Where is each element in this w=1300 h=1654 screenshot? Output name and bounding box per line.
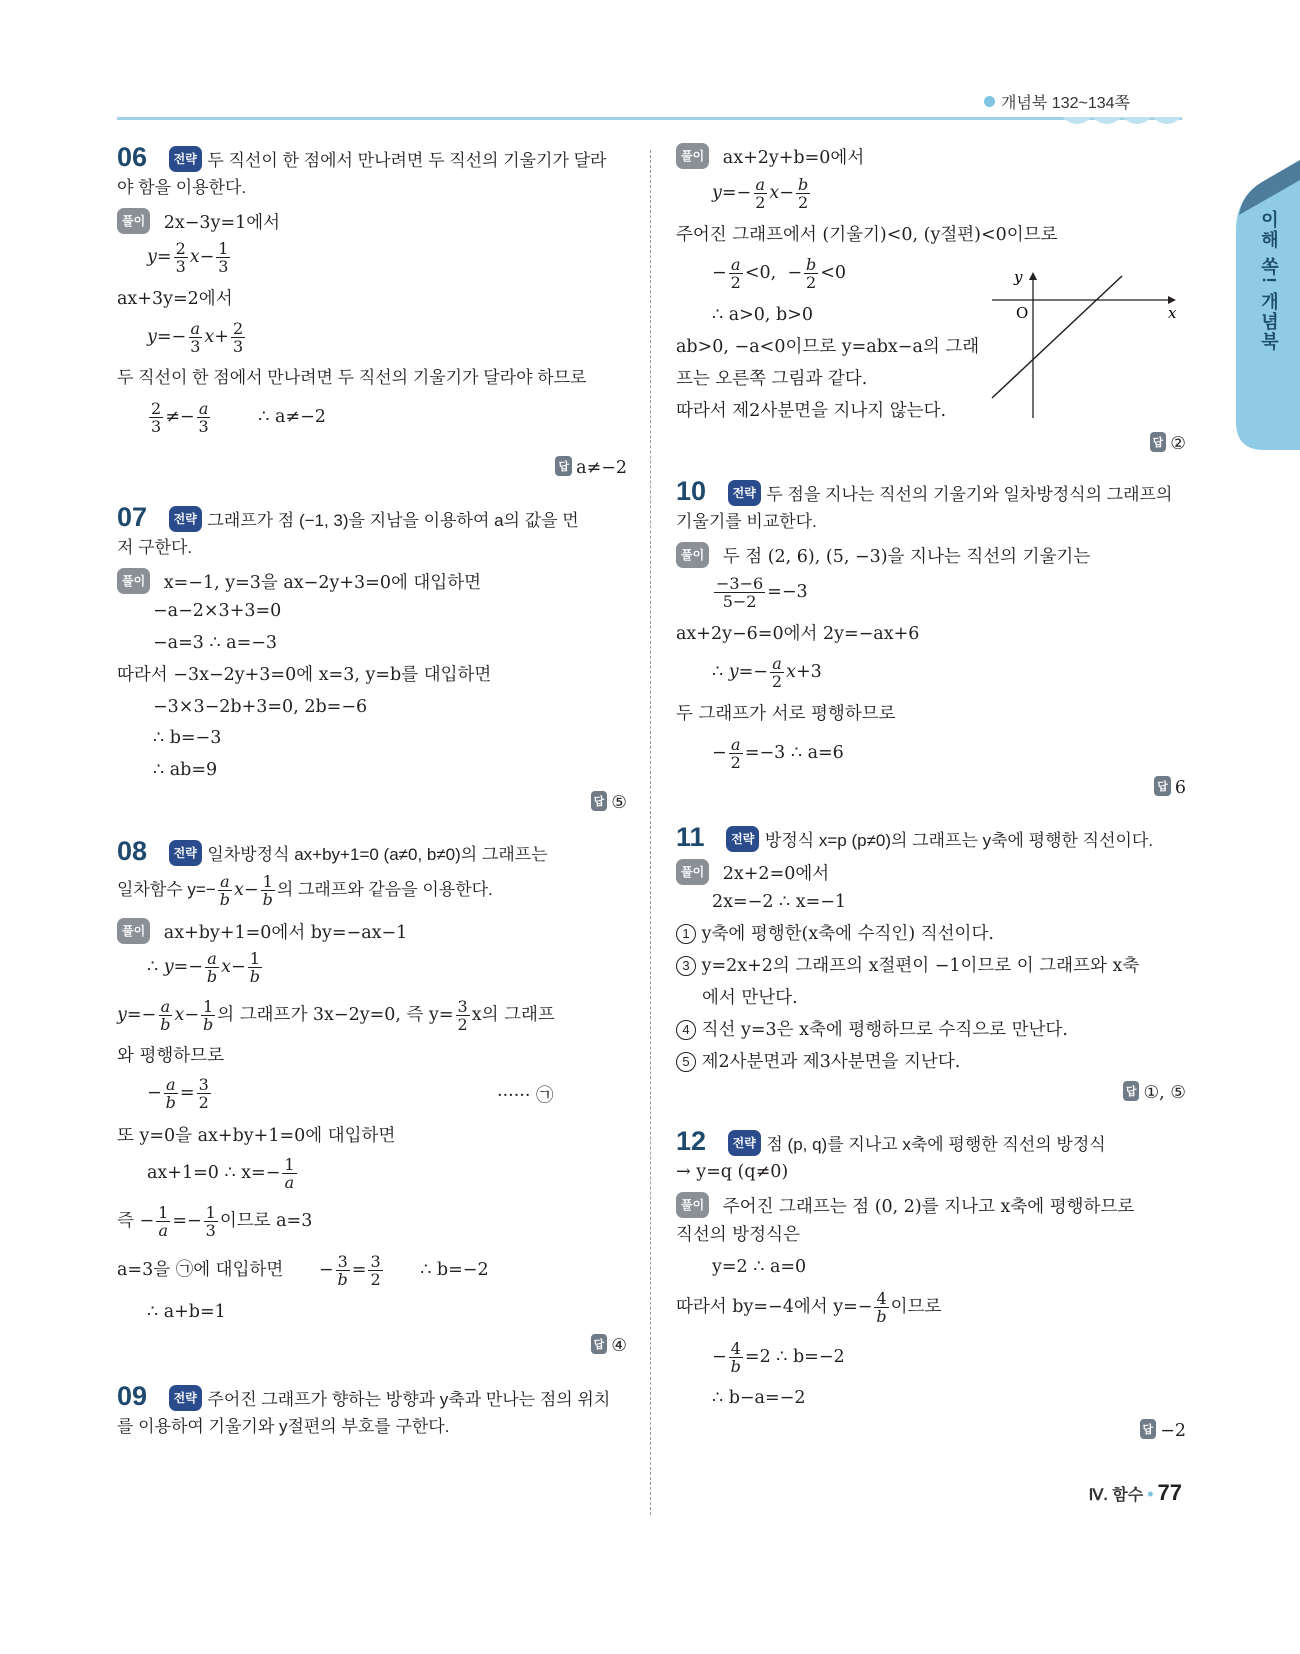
solution-badge: 풀이 [676,1192,709,1218]
solution-badge: 풀이 [117,918,150,944]
strategy-badge: 전략 [728,1130,761,1156]
solution-line: −3×3−2b+3=0, 2b=−6 [153,697,368,717]
answer [1150,432,1186,454]
header-rule [117,117,1182,120]
strategy-text: 일차방정식 ax+by+1=0 (a≠0, b≠0)의 그래프는 [207,845,548,864]
option-3-cont: 에서 만난다. [702,988,798,1008]
solution-math: y=− $\frac{a}{3}$ x+ $\frac{2}{3}$ [147,319,244,356]
solution-line: ab>0, −a<0이므로 y=abx−a의 그래 [676,337,980,357]
solution-line: ∴ a+b=1 [147,1302,226,1322]
strategy-badge: 전략 [169,840,202,866]
line-graph [990,268,1180,423]
problem-number: 10 [676,476,707,506]
solution-math: $\frac{2}{3}$ ≠− $\frac{a}{3}$ ∴ a≠−2 [151,399,326,436]
footer-dot-icon: • [1147,1484,1154,1504]
solution-line: ax+3y=2에서 [117,289,233,309]
strategy-badge: 전략 [726,826,759,852]
solution-line: 따라서 −3x−2y+3=0에 x=3, y=b를 대입하면 [117,665,492,685]
solution-badge: 풀이 [676,542,709,568]
header-wave-decoration [1062,117,1182,131]
solution-line: 또 y=0을 ax+by+1=0에 대입하면 [117,1126,396,1146]
solution-math: − $\frac{a}{2}$ =−3 ∴ a=6 [712,735,844,772]
strategy-text-cont: → y=q (q≠0) [676,1162,789,1182]
page-footer [1089,1480,1182,1506]
solution-math: − $\frac{4}{b}$ =2 ∴ b=−2 [712,1339,845,1376]
answer-value: −2 [1160,1421,1186,1441]
answer-badge: 답 [591,791,608,811]
solution-line: −a−2×3+3=0 [153,601,282,621]
solution-line: ax+by+1=0에서 by=−ax−1 [163,923,408,943]
chapter-label: Ⅳ. 함수 [1088,1487,1144,1504]
answer [591,791,627,813]
solution-math: 따라서 by=−4에서 y=− $\frac{4}{b}$ 이므로 [676,1289,942,1326]
side-tab-label: 이해 쏙! 개념북 [1259,210,1279,352]
solution-line: 와 평행하므로 [117,1046,224,1066]
answer-value: ①, ⑤ [1143,1083,1186,1103]
solution-line: 두 점 (2, 6), (5, −3)을 지나는 직선의 기울기는 [722,547,1091,567]
answer [555,456,627,478]
strategy-badge: 전략 [169,506,202,532]
answer-value: a≠−2 [576,458,627,478]
solution-line: 주어진 그래프는 점 (0, 2)를 지나고 x축에 평행하므로 [722,1197,1135,1217]
solution-math: − $\frac{a}{2}$ <0, − $\frac{b}{2}$ <0 [712,255,847,292]
equation-marker: ······ ㉠ [497,1086,554,1106]
solution-line: ∴ b−a=−2 [712,1388,806,1408]
solution-math: ∴ y=− $\frac{a}{2}$ x+3 [712,654,822,691]
solution-line: 따라서 제2사분면을 지나지 않는다. [676,401,947,421]
answer [1154,776,1186,798]
solution-math: 즉 − $\frac{1}{a}$ =− $\frac{1}{3}$ 이므로 a=3 [117,1203,313,1240]
problem-number: 12 [676,1126,707,1156]
strategy-text: 방정식 x=p (p≠0)의 그래프는 y축에 평행한 직선이다. [764,831,1154,850]
page-number: 77 [1157,1480,1182,1505]
strategy-text: 주어진 그래프가 향하는 방향과 y축과 만나는 점의 위치 [207,1390,611,1409]
y-axis-arrow-icon [1029,272,1037,280]
problem-number: 06 [117,142,148,172]
answer-badge: 답 [1140,1419,1157,1439]
solution-line: 두 그래프가 서로 평행하므로 [676,704,896,724]
solution-line: ∴ a>0, b>0 [712,305,814,325]
page-reference-text: 개념북 132~134쪽 [1000,95,1130,112]
strategy-badge: 전략 [169,1385,202,1411]
solution-line: ax+2y+b=0에서 [722,148,865,168]
strategy-text-cont: 일차함수 y=− $\frac{a}{b}$ x− $\frac{1}{b}$ 의 그래프와 같음을 이용한다. [117,872,493,909]
strategy-text: 점 (p, q)를 지나고 x축에 평행한 직선의 방정식 [766,1135,1106,1154]
strategy-text-cont: 를 이용하여 기울기와 y절편의 부호를 구한다. [117,1417,450,1436]
option-5: 5 제2사분면과 제3사분면을 지난다. [676,1051,960,1073]
solution-line: 직선의 방정식은 [676,1225,800,1245]
strategy-badge: 전략 [728,480,761,506]
answer-value: ④ [611,1336,627,1356]
strategy-text-cont: 기울기를 비교한다. [676,512,817,531]
problem-number: 11 [676,822,705,852]
solution-math: y=− $\frac{a}{b}$ x− $\frac{1}{b}$ 의 그래프가 3x−2y=0, 즉 y= $\frac{3}{2}$ x의 그래프 [117,997,555,1034]
strategy-badge: 전략 [169,146,202,172]
answer-badge: 답 [591,1334,608,1354]
answer-badge: 답 [1154,776,1171,796]
graph-line [992,276,1122,398]
solution-math: $\frac{-3-6}{5-2}$ =−3 [716,574,808,611]
solution-line: 주어진 그래프에서 (기울기)<0, (y절편)<0이므로 [676,225,1058,245]
option-1: 1 y축에 평행한(x축에 수직인) 직선이다. [676,923,994,945]
strategy-text-cont: 저 구한다. [117,538,193,557]
solution-math: y=− $\frac{a}{2}$ x− $\frac{b}{2}$ [712,175,809,212]
problem-number: 08 [117,836,148,866]
solution-line: x=−1, y=3을 ax−2y+3=0에 대입하면 [163,573,482,593]
solution-line: y=2 ∴ a=0 [712,1257,807,1277]
strategy-text-cont: 야 함을 이용한다. [117,178,247,197]
answer [591,1334,627,1356]
strategy-text: 그래프가 점 (−1, 3)을 지남을 이용하여 a의 값을 먼 [207,511,579,530]
option-4: 4 직선 y=3은 x축에 평행하므로 수직으로 만난다. [676,1019,1068,1041]
solution-line: ∴ ab=9 [153,760,218,780]
solution-line: ∴ b=−3 [153,728,222,748]
solution-math: − $\frac{a}{b}$ = $\frac{3}{2}$ [147,1075,209,1112]
answer [1140,1419,1186,1441]
origin-label: O [1016,304,1029,322]
solution-line: 프는 오른쪽 그림과 같다. [676,369,868,389]
column-divider [650,150,651,1515]
answer-badge: 답 [555,456,572,476]
solution-line: 2x+2=0에서 [722,864,830,884]
solution-line: ax+2y−6=0에서 2y=−ax+6 [676,624,920,644]
page-reference [984,90,1130,113]
y-axis-label: y [1014,268,1023,286]
strategy-text: 두 점을 지나는 직선의 기울기와 일차방정식의 그래프의 [766,485,1173,504]
solution-line: 두 직선이 한 점에서 만나려면 두 직선의 기울기가 달라야 하므로 [117,368,587,387]
answer [1123,1081,1186,1103]
problem-number: 07 [117,502,148,532]
side-tab [1232,160,1300,450]
solution-line: 2x−3y=1에서 [163,213,281,233]
x-axis-label: x [1168,304,1177,322]
answer-value: ② [1170,434,1186,454]
answer-badge: 답 [1150,432,1167,452]
solution-badge: 풀이 [676,143,709,169]
solution-math: ax+1=0 ∴ x=− $\frac{1}{a}$ [147,1155,295,1192]
solution-math: a=3을 ㉠에 대입하면 − $\frac{3}{b}$ = $\frac{3}{2}$ ∴ b=−2 [117,1252,489,1289]
bullet-dot-icon [984,96,995,107]
x-axis-arrow-icon [1168,296,1176,304]
problem-number: 09 [117,1381,148,1411]
answer-value: 6 [1174,778,1186,798]
solution-line: 2x=−2 ∴ x=−1 [712,892,847,912]
solution-math: ∴ y=− $\frac{a}{b}$ x− $\frac{1}{b}$ [147,949,260,986]
option-3: 3 y=2x+2의 그래프의 x절편이 −1이므로 이 그래프와 x축 [676,955,1139,977]
solution-line: −a=3 ∴ a=−3 [153,633,278,653]
strategy-text: 두 직선이 한 점에서 만나려면 두 직선의 기울기가 달라 [207,151,607,170]
solution-math: y= $\frac{2}{3}$ x− $\frac{1}{3}$ [147,239,229,276]
answer-value: ⑤ [611,793,627,813]
solution-badge: 풀이 [676,859,709,885]
answer-badge: 답 [1123,1081,1140,1101]
solution-badge: 풀이 [117,568,150,594]
solution-badge: 풀이 [117,208,150,234]
